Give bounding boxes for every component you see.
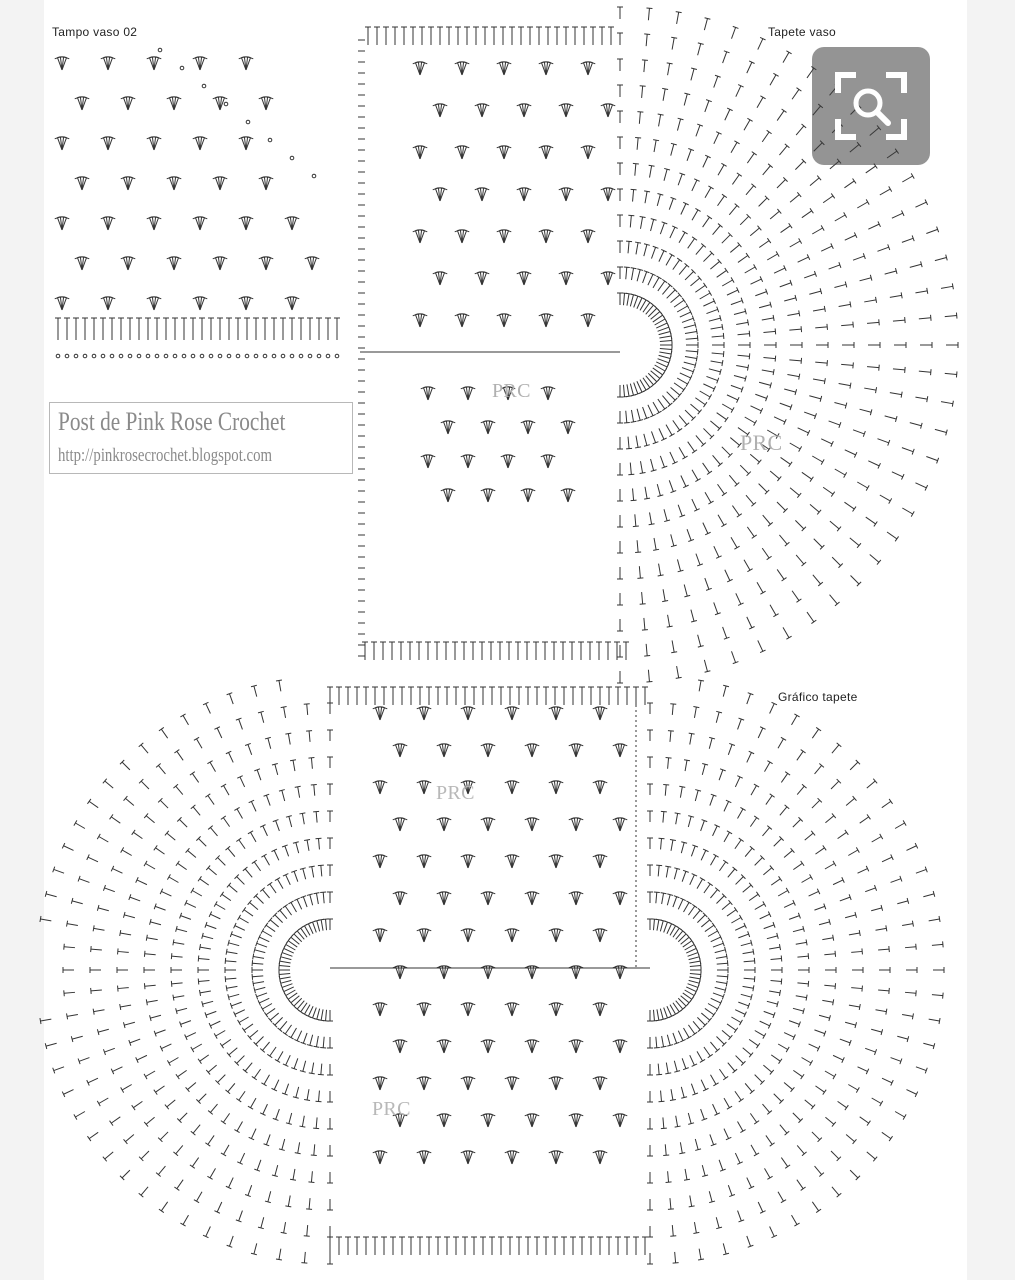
chart-grafico-tapete [40,680,944,1264]
prc-mark-4: PRC [372,1098,411,1120]
chart-tampo-vaso [55,48,340,358]
prc-mark-3: PRC [436,782,475,804]
label-tapete-vaso: Tapete vaso [768,25,837,39]
zoom-button[interactable] [812,47,930,165]
watermark-box [49,402,353,474]
zoom-magnifier-icon [812,47,930,165]
watermark-url: http://pinkrosecrochet.blogspot.com [58,445,273,466]
label-tampo-vaso: Tampo vaso 02 [52,25,138,39]
prc-mark-1: PRC [492,380,531,402]
prc-mark-2: PRC [740,430,783,455]
watermark-title: Post de Pink Rose Crochet [58,407,286,436]
label-grafico-tapete: Gráfico tapete [778,690,858,704]
